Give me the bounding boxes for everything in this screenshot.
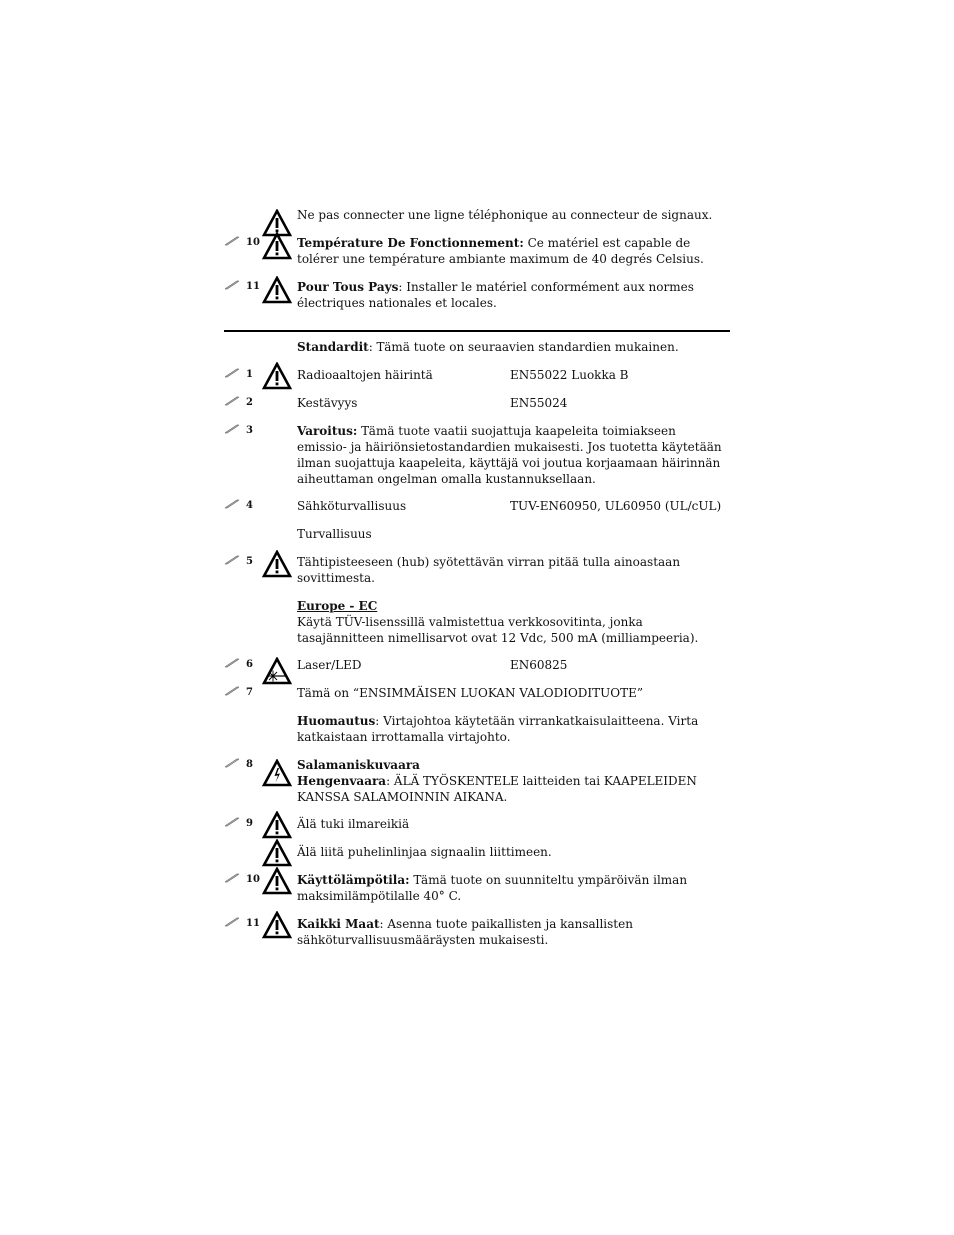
item-body: Tämä on “ENSIMMÄISEN LUOKAN VALODIODITUOTE” [297,686,644,700]
caution-triangle-icon [262,232,292,260]
item-number: 7 [246,687,253,698]
item-number: 10 [246,874,260,885]
item-body: Tämä tuote on suunniteltu ympäröivän ilman maksimilämpötilalle 40° C. [297,873,688,903]
item-body: Ce matériel est capable de tolérer une température ambiante maximum de 40 degrés Celsius. [297,236,704,266]
pen-marker-icon [224,686,240,696]
europe-heading: Europe - EC [297,599,378,613]
item-marker [224,279,260,295]
europe-text-block [297,598,729,646]
fr-item-11-text [297,279,729,311]
standard-value: EN55022 Luokka B [510,368,629,382]
caution-triangle-icon [262,839,292,867]
pen-marker-icon [224,917,240,927]
pen-marker-icon [224,424,240,434]
fi-standards-text [297,339,729,355]
note-label: Huomautus [297,714,376,728]
item-number: 5 [246,556,253,567]
pen-marker-icon [224,368,240,378]
item-number: 3 [246,425,253,436]
pen-marker-icon [224,758,240,768]
item-marker [224,757,260,773]
standard-value: TUV-EN60950, UL60950 (UL/cUL) [510,499,722,513]
standard-name: Sähköturvallisuus [297,499,407,513]
item-marker [224,872,260,888]
item-label: Kaikki Maat [297,917,380,931]
item-label: Varoitus: [297,424,358,438]
laser-warning-icon [262,657,292,685]
item-marker [224,395,260,411]
europe-body: Käytä TÜV-lisenssillä valmistettua verkkosovitinta, jonka tasajännitteen nimellisarvot ovat 12 Vdc, 500 mA (milliampeeria). [297,615,699,645]
item-body: Tämä tuote vaatii suojattuja kaapeleita toimiakseen emissio- ja häiriönsietostandardien mukaisesti. Jos tuotetta käytetään ilman suojattuja kaapeleita, käyttäjä voi joutua korjaamaan häirinnän aiheuttaman ongelman omalla kustannuksellaan. [297,424,722,486]
item-marker [224,816,260,832]
item-body: : Asenna tuote paikallisten ja kansallisten sähköturvallisuusmääräysten mukaisesti. [297,917,633,947]
item-number: 11 [246,281,260,292]
pen-marker-icon [224,396,240,406]
item-marker [224,657,260,673]
caution-triangle-icon [262,911,292,939]
item-label: Käyttölämpötila: [297,873,410,887]
item-label: Pour Tous Pays [297,280,399,294]
pen-marker-icon [224,280,240,290]
fi-item-10-text [297,872,729,904]
item-marker [224,498,260,514]
section-divider [224,330,730,332]
pen-marker-icon [224,873,240,883]
electric-shock-icon [262,759,292,787]
caution-triangle-icon [262,811,292,839]
fr-phone-warning-text: Ne pas connecter une ligne téléphonique au connecteur de signaux. [297,208,713,222]
item-body: Älä tuki ilmareikiä [297,817,410,831]
item-number: 1 [246,369,253,380]
fi-item-11-text [297,916,729,948]
item-label: Température De Fonctionnement: [297,236,524,250]
item-marker [224,554,260,570]
item-number: 6 [246,659,253,670]
caution-triangle-icon [262,867,292,895]
caution-triangle-icon [262,276,292,304]
standard-value: EN60825 [510,658,568,672]
item-marker [224,685,260,701]
item-number: 4 [246,500,253,511]
item-number: 10 [246,237,260,248]
standard-name: Radioaaltojen häirintä [297,368,433,382]
pen-marker-icon [224,236,240,246]
standard-name: Laser/LED [297,658,362,672]
caution-triangle-icon [262,362,292,390]
fi-item-3-text [297,423,729,487]
pen-marker-icon [224,817,240,827]
item-label: Hengenvaara [297,774,387,788]
item-marker [224,916,260,932]
item-body: Tähtipisteeseen (hub) syötettävän virran pitää tulla ainoastaan sovittimesta. [297,555,681,585]
item-number: 11 [246,918,260,929]
item-body: : ÄLÄ TYÖSKENTELE laitteiden tai KAAPELEIDEN KANSSA SALAMOINNIN AIKANA. [297,774,697,804]
fr-item-10-text [297,235,729,267]
item-body: : Installer le matériel conformément aux normes électriques nationales et locales. [297,280,694,310]
item-marker [224,235,260,251]
item-marker [224,423,260,439]
pen-marker-icon [224,658,240,668]
item-number: 9 [246,818,253,829]
fi-note-text [297,713,729,745]
item-number: 8 [246,759,253,770]
item-number: 2 [246,397,253,408]
item-heading: Salamaniskuvaara [297,758,420,772]
pen-marker-icon [224,555,240,565]
standard-name: Kestävyys [297,396,358,410]
safety-heading: Turvallisuus [297,527,372,541]
fi-item-8-text [297,757,729,805]
standard-value: EN55024 [510,396,568,410]
pen-marker-icon [224,499,240,509]
fi-phone-warning-text: Älä liitä puhelinlinjaa signaalin liittimeen. [297,845,552,859]
note-body: : Virtajohtoa käytetään virrankatkaisulaitteena. Virta katkaistaan irrottamalla virtajohto. [297,714,699,744]
standards-body: : Tämä tuote on seuraavien standardien mukainen. [368,340,679,354]
item-marker [224,367,260,383]
standards-label: Standardit [297,340,369,354]
caution-triangle-icon [262,550,292,578]
